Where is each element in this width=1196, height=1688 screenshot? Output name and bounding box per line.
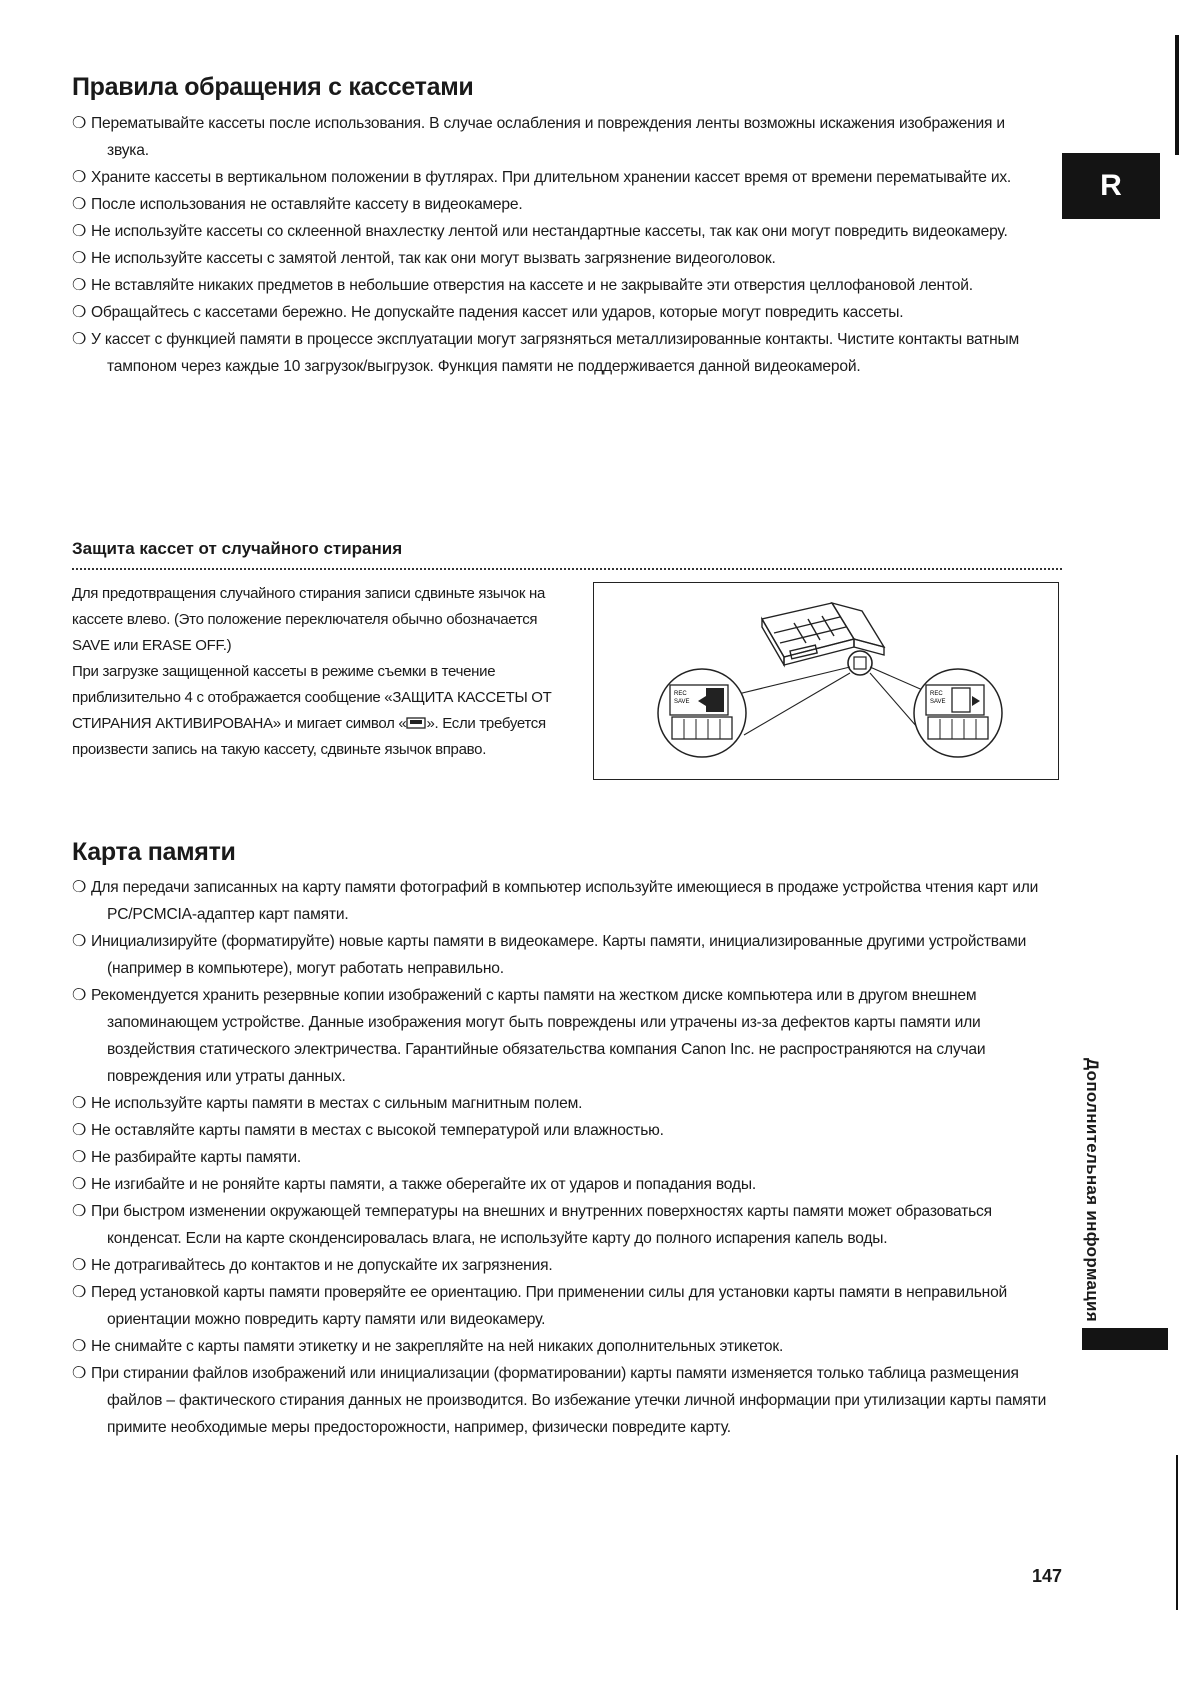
circle-bullet-icon: ❍ (72, 277, 87, 294)
list-item: ❍ После использования не оставляйте кассету в видеокамере. (72, 191, 1032, 218)
page-number: 147 (1032, 1566, 1063, 1586)
circle-bullet-icon: ❍ (72, 223, 87, 240)
circle-bullet-icon: ❍ (72, 196, 87, 213)
circle-bullet-icon: ❍ (72, 879, 87, 896)
memory-card-rules-list (72, 874, 1062, 1441)
list-item: ❍ Перед установкой карты памяти проверяйте ее ориентацию. При применении силы для установки карты памяти в неправильной ориентации можно повредить карту памяти или видеокамеру. (72, 1279, 1062, 1333)
list-item: ❍ Не разбирайте карты памяти. (72, 1144, 1062, 1171)
list-item: ❍ Рекомендуется хранить резервные копии изображений с карты памяти на жестком диске компьютера или в другом внешнем запоминающем устройстве. Данные изображения могут быть повреждены или утрачены из-за дефектов карты памяти или воздействия статического электричества. Гарантийные обязательства компания Canon Inc. не распространяются на случаи повреждения или утраты данных. (72, 982, 1062, 1090)
rec-label: REC (930, 691, 943, 697)
circle-bullet-icon: ❍ (72, 1365, 87, 1382)
list-item: ❍ Не снимайте с карты памяти этикетку и не закрепляйте на ней никаких дополнительных этикеток. (72, 1333, 1062, 1360)
save-label: SAVE (674, 699, 690, 705)
circle-bullet-icon: ❍ (72, 250, 87, 267)
rec-position-callout (914, 669, 1002, 757)
list-item: ❍ Не изгибайте и не роняйте карты памяти, а также оберегайте их от ударов и попадания воды. (72, 1171, 1062, 1198)
circle-bullet-icon: ❍ (72, 1149, 87, 1166)
save-label: SAVE (930, 699, 946, 705)
list-item: ❍ Инициализируйте (форматируйте) новые карты памяти в видеокамере. Карты памяти, инициализированные другими устройствами (например в компьютере), могут работать неправильно. (72, 928, 1062, 982)
circle-bullet-icon: ❍ (72, 115, 87, 132)
list-item: ❍ Не дотрагивайтесь до контактов и не допускайте их загрязнения. (72, 1252, 1062, 1279)
cassette-rules-list (72, 110, 1032, 380)
rec-label: REC (674, 691, 687, 697)
circle-bullet-icon: ❍ (72, 933, 87, 950)
list-item: ❍ Не используйте карты памяти в местах с сильным магнитным полем. (72, 1090, 1062, 1117)
list-item: ❍ При быстром изменении окружающей температуры на внешних и внутренних поверхностях карты памяти может образоваться конденсат. Если на карте сконденсировалась влага, не используйте карту до полного испарения капель воды. (72, 1198, 1062, 1252)
circle-bullet-icon: ❍ (72, 1203, 87, 1220)
cassette-handling-title: Правила обращения с кассетами (72, 73, 474, 101)
save-position-callout (658, 669, 746, 757)
list-item: ❍ Перематывайте кассеты после использования. В случае ослабления и повреждения ленты возможны искажения изображения и звука. (72, 110, 1032, 164)
circle-bullet-icon: ❍ (72, 987, 87, 1004)
section-tab-r (1062, 153, 1160, 219)
circle-bullet-icon: ❍ (72, 169, 87, 186)
list-item: ❍ Не оставляйте карты памяти в местах с высокой температурой или влажностью. (72, 1117, 1062, 1144)
chapter-side-label: Дополнительная информация (1083, 1058, 1102, 1322)
list-item: ❍ Не используйте кассеты с замятой лентой, так как они могут вызвать загрязнение видеоголовок. (72, 245, 1032, 272)
cassette-tab-illustration (593, 582, 1059, 780)
list-item: ❍ Не вставляйте никаких предметов в небольшие отверстия на кассете и не закрывайте эти отверстия целлофановой лентой. (72, 272, 1032, 299)
list-item: ❍ Храните кассеты в вертикальном положении в футлярах. При длительном хранении кассет время от времени перематывайте их. (72, 164, 1032, 191)
memory-card-title: Карта памяти (72, 838, 236, 866)
circle-bullet-icon: ❍ (72, 1338, 87, 1355)
margin-rule-bottom (1176, 1455, 1178, 1610)
erase-paragraph-1: Для предотвращения случайного стирания записи сдвиньте язычок на кассете влево. (Это положение переключателя обычно обозначается SAVE или ERASE OFF.) (72, 585, 545, 654)
circle-bullet-icon: ❍ (72, 1122, 87, 1139)
chapter-tab-marker (1082, 1328, 1168, 1350)
circle-bullet-icon: ❍ (72, 1176, 87, 1193)
magnify-circle (848, 651, 872, 675)
dotted-divider (72, 568, 1062, 570)
list-item: ❍ У кассет с функцией памяти в процессе эксплуатации могут загрязняться металлизированные контакты. Чистите контакты ватным тампоном через каждые 10 загрузок/выгрузок. Функция памяти не поддерживается данной видеокамерой. (72, 326, 1032, 380)
margin-rule-top (1175, 35, 1179, 155)
list-item: ❍ Для передачи записанных на карту памяти фотографий в компьютер используйте имеющиеся в продаже устройства чтения карт или PC/PCMCIA-адаптер карт памяти. (72, 874, 1062, 928)
erase-protection-text (72, 581, 572, 763)
erase-paragraph-2: При загрузке защищенной кассеты в режиме съемки в течение приблизительно 4 с отображается сообщение «ЗАЩИТА КАССЕТЫ ОТ СТИРАНИЯ АКТИВИРОВАНА» и мигает символ « ». Если требуется произвести запись на такую кассету, сдвиньте язычок вправо. (72, 663, 552, 758)
circle-bullet-icon: ❍ (72, 1095, 87, 1112)
erase-protection-title: Защита кассет от случайного стирания (72, 539, 403, 558)
list-item: ❍ При стирании файлов изображений или инициализации (форматировании) карты памяти изменяется только таблица размещения файлов – фактического стирания данных не производится. Во избежание утечки личной информации при утилизации карты памяти примите необходимые меры предосторожности, например, физически повредите карту. (72, 1360, 1062, 1441)
circle-bullet-icon: ❍ (72, 1284, 87, 1301)
circle-bullet-icon: ❍ (72, 1257, 87, 1274)
cassette-protect-icon (406, 717, 426, 729)
circle-bullet-icon: ❍ (72, 304, 87, 321)
cassette-diagram (594, 583, 1058, 779)
list-item: ❍ Обращайтесь с кассетами бережно. Не допускайте падения кассет или ударов, которые могут повредить кассеты. (72, 299, 1032, 326)
section-tab-letter: R (1100, 169, 1122, 202)
list-item: ❍ Не используйте кассеты со склеенной внахлестку лентой или нестандартные кассеты, так как они могут повредить видеокамеру. (72, 218, 1032, 245)
circle-bullet-icon: ❍ (72, 331, 87, 348)
